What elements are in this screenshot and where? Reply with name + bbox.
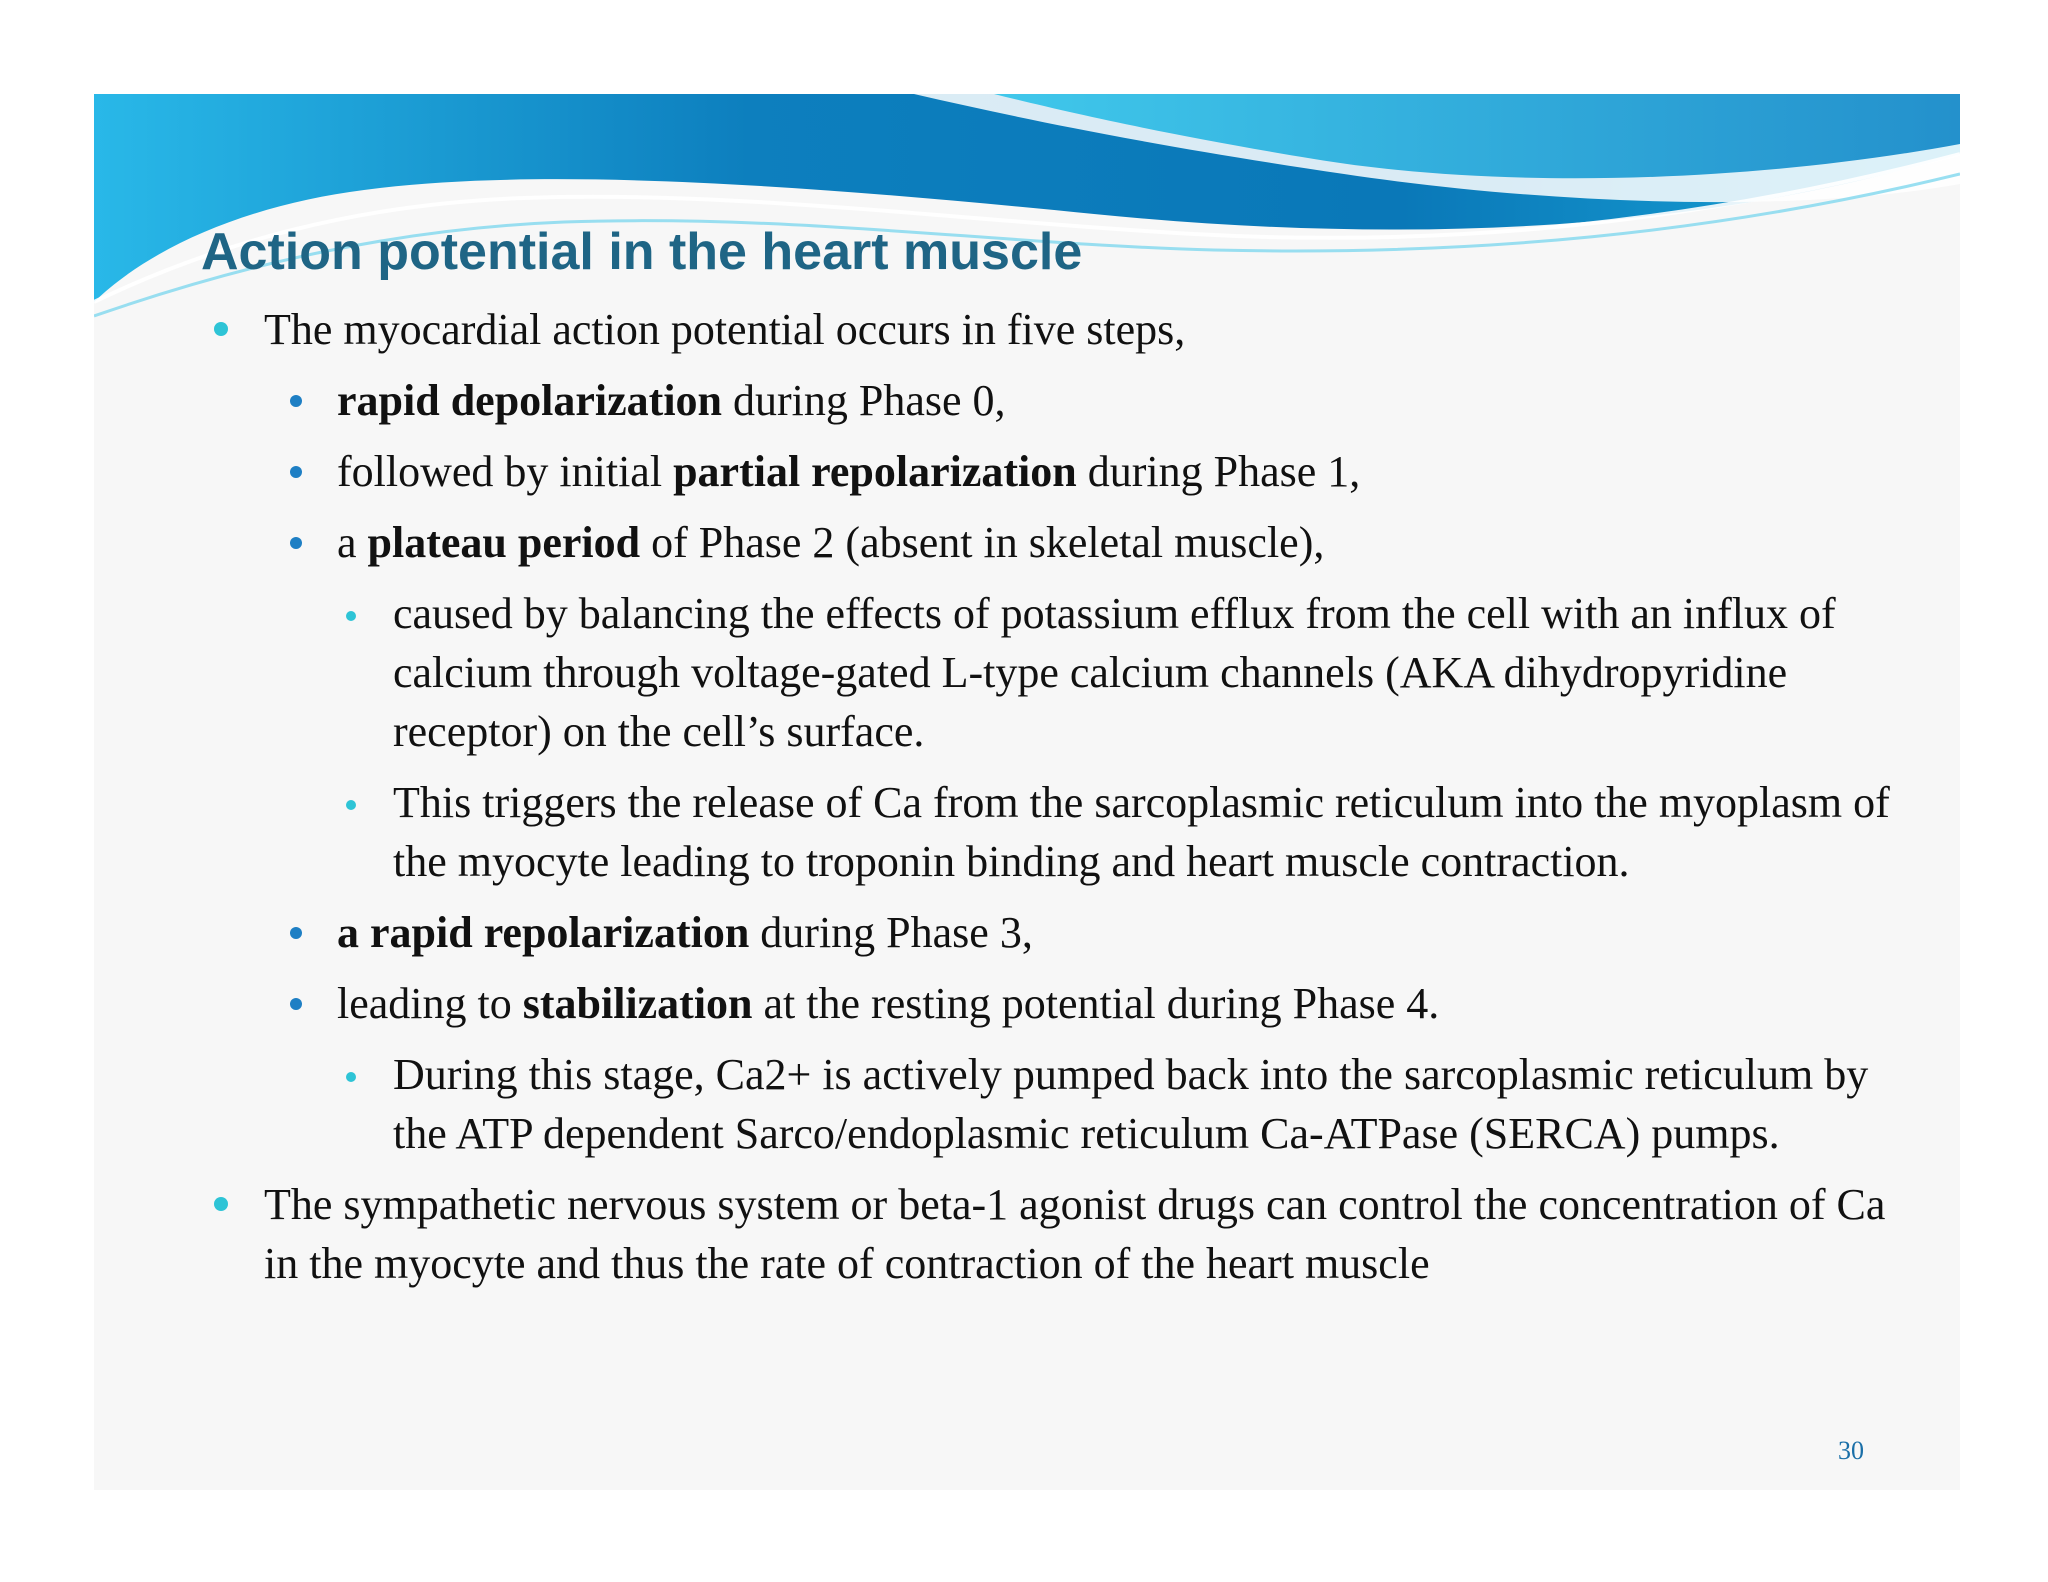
bullet-text: During this stage, Ca2+ is actively pumped back into the sarcoplasmic reticulum by the ATP dependent Sarco/endoplasmic reticulum Ca-ATPase (SERCA) pumps. <box>393 1050 1869 1158</box>
bullet-bold-term: partial repolarization <box>673 447 1077 496</box>
bullet-text: The sympathetic nervous system or beta-1 agonist drugs can control the concentration of Ca in the myocyte and thus the rate of contraction of the heart muscle <box>264 1180 1886 1288</box>
slide-title: Action potential in the heart muscle <box>201 223 1083 281</box>
bullet-dot-icon <box>290 537 302 549</box>
bullet-phase-4 <box>94 974 1897 1033</box>
bullet-dot-icon <box>290 395 302 407</box>
bullet-phase-4-serca <box>94 1045 1913 1163</box>
bullet-phase-0 <box>94 371 1897 430</box>
bullet-text: caused by balancing the effects of potassium efflux from the cell with an influx of calcium through voltage-gated L-type calcium channels (AKA dihydropyridine receptor) on the cell’s surface. <box>393 589 1836 756</box>
bullet-bold-term: stabilization <box>522 979 753 1028</box>
bullet-text: leading to <box>337 979 523 1028</box>
bullet-bold-term: rapid depolarization <box>337 376 723 425</box>
bullet-phase-3 <box>94 903 1897 962</box>
bullet-phase-2-trigger <box>94 773 1913 891</box>
slide <box>94 94 1960 1490</box>
bullet-phase-2-cause <box>94 584 1913 761</box>
bullet-bold-term: plateau period <box>367 518 641 567</box>
bullet-dot-icon <box>346 800 356 810</box>
bullet-list <box>94 300 1960 1305</box>
bullet-phase-2 <box>94 513 1897 572</box>
bullet-text: followed by initial <box>337 447 674 496</box>
bullet-text: The myocardial action potential occurs in five steps, <box>264 305 1186 354</box>
bullet-dot-icon <box>214 1197 228 1211</box>
bullet-dot-icon <box>214 322 228 336</box>
bullet-sympathetic <box>94 1175 1904 1293</box>
bullet-bold-term: a rapid repolarization <box>337 908 750 957</box>
page-number: 30 <box>1838 1436 1864 1465</box>
bullet-intro <box>94 300 1904 359</box>
bullet-dot-icon <box>290 466 302 478</box>
bullet-text: This triggers the release of Ca from the sarcoplasmic reticulum into the myoplasm of the myocyte leading to troponin binding and heart muscle contraction. <box>393 778 1890 886</box>
bullet-text: during Phase 3, <box>749 908 1033 957</box>
bullet-text: of Phase 2 (absent in skeletal muscle), <box>640 518 1325 567</box>
bullet-dot-icon <box>290 927 302 939</box>
bullet-dot-icon <box>346 1072 356 1082</box>
bullet-text: a <box>337 518 368 567</box>
bullet-phase-1 <box>94 442 1897 501</box>
bullet-text: at the resting potential during Phase 4. <box>752 979 1440 1028</box>
header-wave-banner <box>94 94 1960 324</box>
bullet-text: during Phase 1, <box>1076 447 1361 496</box>
bullet-dot-icon <box>290 998 302 1010</box>
bullet-text: during Phase 0, <box>722 376 1006 425</box>
bullet-dot-icon <box>346 611 356 621</box>
